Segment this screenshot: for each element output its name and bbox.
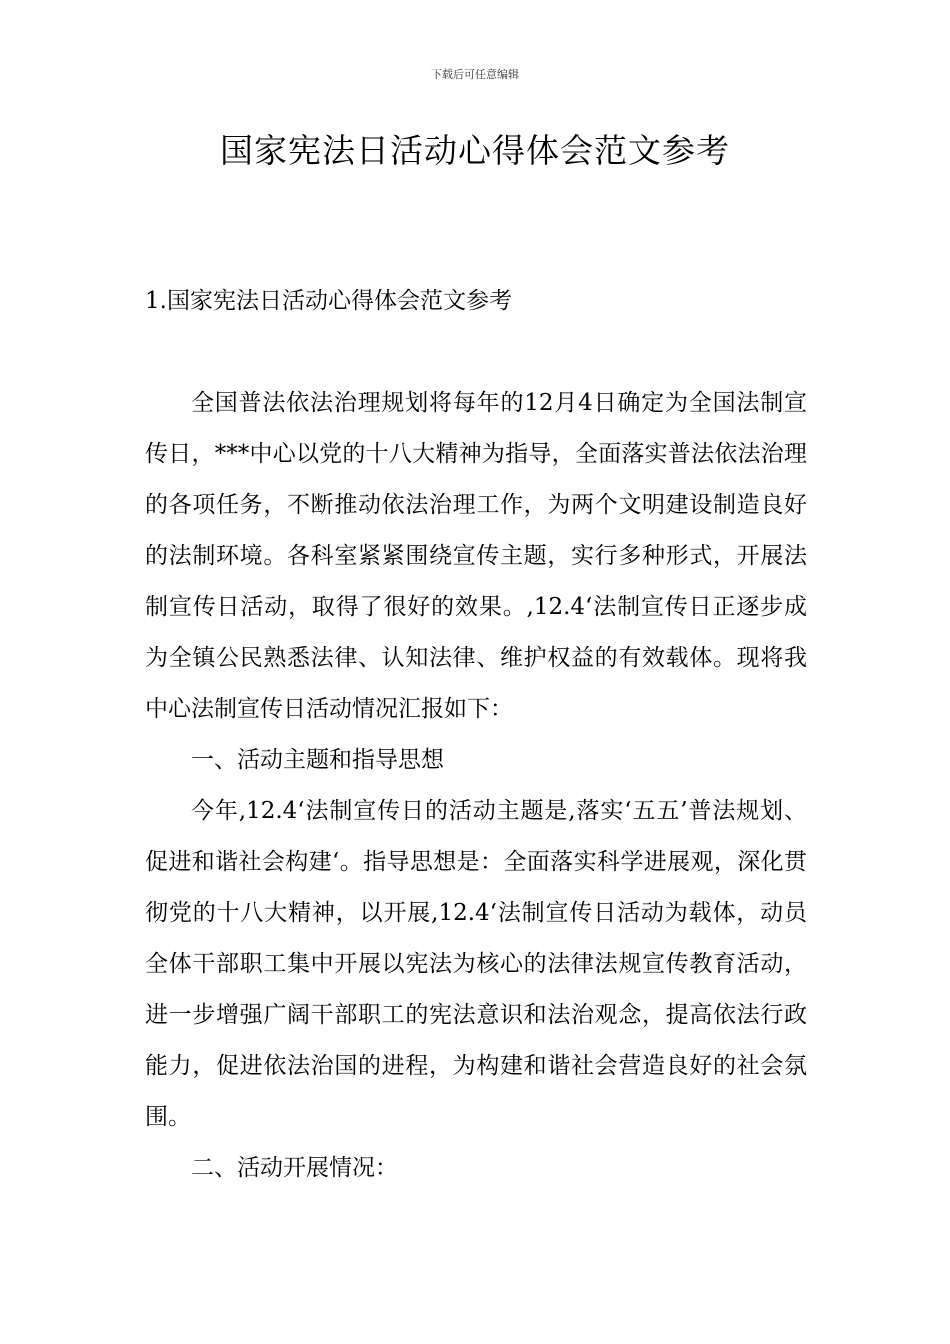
document-title: 国家宪法日活动心得体会范文参考 <box>220 131 730 170</box>
document-body <box>145 276 807 1194</box>
paragraph-theme: 今年,12.4‘法制宣传日的活动主题是,落实‘五五’普法规划、促进和谐社会构建‘。指导思想是：全面落实科学进展观，深化贯彻党的十八大精神，以开展,12.4‘法制宣传日活动为载体，动员全体干部职工集中开展以宪法为核心的法律法规宣传教育活动，进一步增强广阔干部职工的宪法意识和法治观念，提高依法行政能力，促进依法治国的进程，为构建和谐社会营造良好的社会氛围。 <box>145 798 807 1130</box>
subheading-theme: 一、活动主题和指导思想 <box>191 747 444 773</box>
subheading-activities: 二、活动开展情况： <box>191 1155 398 1181</box>
header-note: 下载后可任意编辑 <box>431 68 519 81</box>
paragraph-intro: 全国普法依法治理规划将每年的12月4日确定为全国法制宣传日，***中心以党的十八大精神为指导，全面落实普法依法治理的各项任务，不断推动依法治理工作，为两个文明建设制造良好的法制环境。各科室紧紧围绕宣传主题，实行多种形式，开展法制宣传日活动，取得了很好的效果。,12.4‘法制宣传日正逐步成为全镇公民熟悉法律、认知法律、维护权益的有效载体。现将我中心法制宣传日活动情况汇报如下： <box>145 390 807 722</box>
section-heading: 1.国家宪法日活动心得体会范文参考 <box>145 288 512 314</box>
